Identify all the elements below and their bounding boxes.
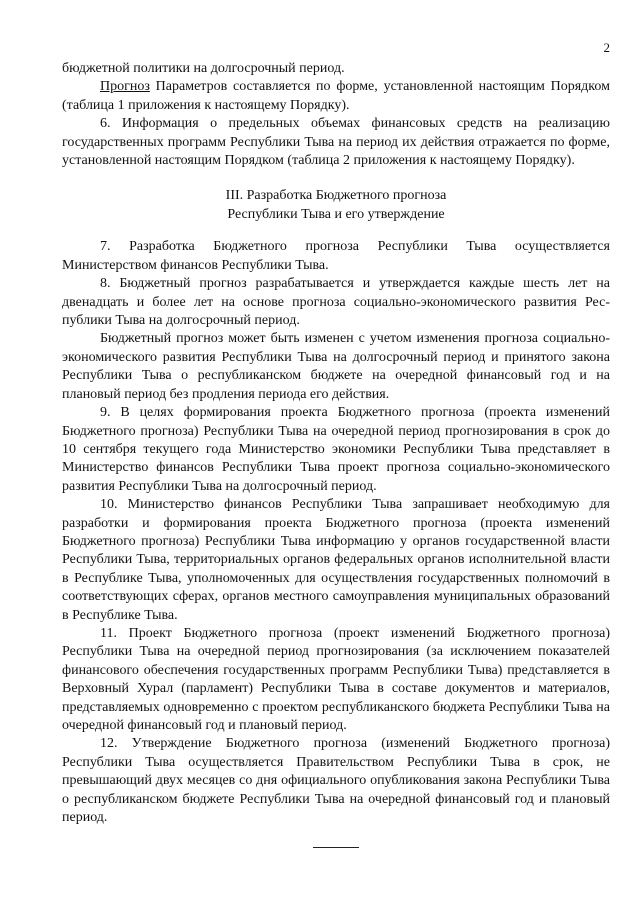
section-heading-line-2: Республики Тыва и его утверждение [227,207,445,223]
page-number: 2 [603,40,610,55]
paragraph-item-10: 10. Министерство финансов Республики Тыва запрашивает необходимую для разработки и формирования проекта Бюджетного прогноза (проекта изменений Бюджетного прогноза) Республики Тыва информацию у органов государственной власти Республики Тыва, территориальных органов федеральных органов исполнительной власти в Республике Тыва, уполномоченных для осуществления государственных полномочий в соответствующих сферах, органов местного самоуправления муниципальных образований в Республике Тыва. [62,497,610,623]
paragraph-text: 6. Информация о предельных объемах финансовых средств на реализацию государственных программ Республики Тыва на период их действия отражается по форме, установленной настоящим Порядком (таблица 2 приложения к настоящему Порядку). [62,116,610,169]
paragraph-item-7: 7. Разработка Бюджетного прогноза Республики Тыва осуществляется Министерством финансов Республики Тыва. [62,239,610,273]
section-heading-line-1: III. Разработка Бюджетного прогноза [225,188,447,204]
paragraph-item-8: 8. Бюджетный прогноз разрабатывается и утверждается каждые шесть лет на двенадцать и более лет на основе прогноза социально-экономического развития Республики Тыва на долгосрочный период. [62,276,610,329]
section-heading [62,186,610,224]
paragraph-item-11: 11. Проект Бюджетного прогноза (проект изменений Бюджетного прогноза) Республики Тыва на очередной период прогнозирования (за исключением показателей финансового обеспечения государственных программ Республики Тыва) представляется в Верховный Хурал (парламент) Республики Тыва в составе документов и материалов, представляемых одновременно с проектом республиканского бюджета Республики Тыва на очередной финансовый год и плановый период. [62,625,610,733]
document-body [62,60,610,848]
paragraph-text: Параметров составляется по форме, установленной настоящим Порядком (таблица 1 приложения к настоящему Порядку). [62,79,610,113]
paragraph-item-9: 9. В целях формирования проекта Бюджетного прогноза (проекта изменений Бюджетного прогноза) Республики Тыва на очередной период прогнозирования в срок до 10 сентября текущего года Министерство экономики Республики Тыва представляет в Министерство финансов Республики Тыва проект прогноза социально-экономического развития Республики Тыва на долгосрочный период. [62,405,610,494]
paragraph-continuation [62,60,610,78]
paragraph-item-12: 12. Утверждение Бюджетного прогноза (изменений Бюджетного прогноза) Республики Тыва осуществляется Правительством Республики Тыва в срок, не превышающий двух месяцев со дня официального опубликования закона Республики Тыва о республиканском бюджете Республики Тыва на очередной финансовый год и плановый период. [62,736,610,826]
paragraph-text: бюджетной политики на долгосрочный период. [62,61,345,76]
paragraph-item-8-continuation: Бюджетный прогноз может быть изменен с учетом изменения прогноза социально-экономического развития Республики Тыва на долгосрочный период и принятого закона Республики Тыва о республиканском бюджете на очередной финансовый год и на плановый период без продления периода его действия. [62,331,610,402]
paragraph-item-6 [62,115,610,170]
paragraph-lead-underlined: Прогноз [100,79,150,95]
paragraph-forecast-params [62,78,610,115]
end-divider [313,847,359,848]
